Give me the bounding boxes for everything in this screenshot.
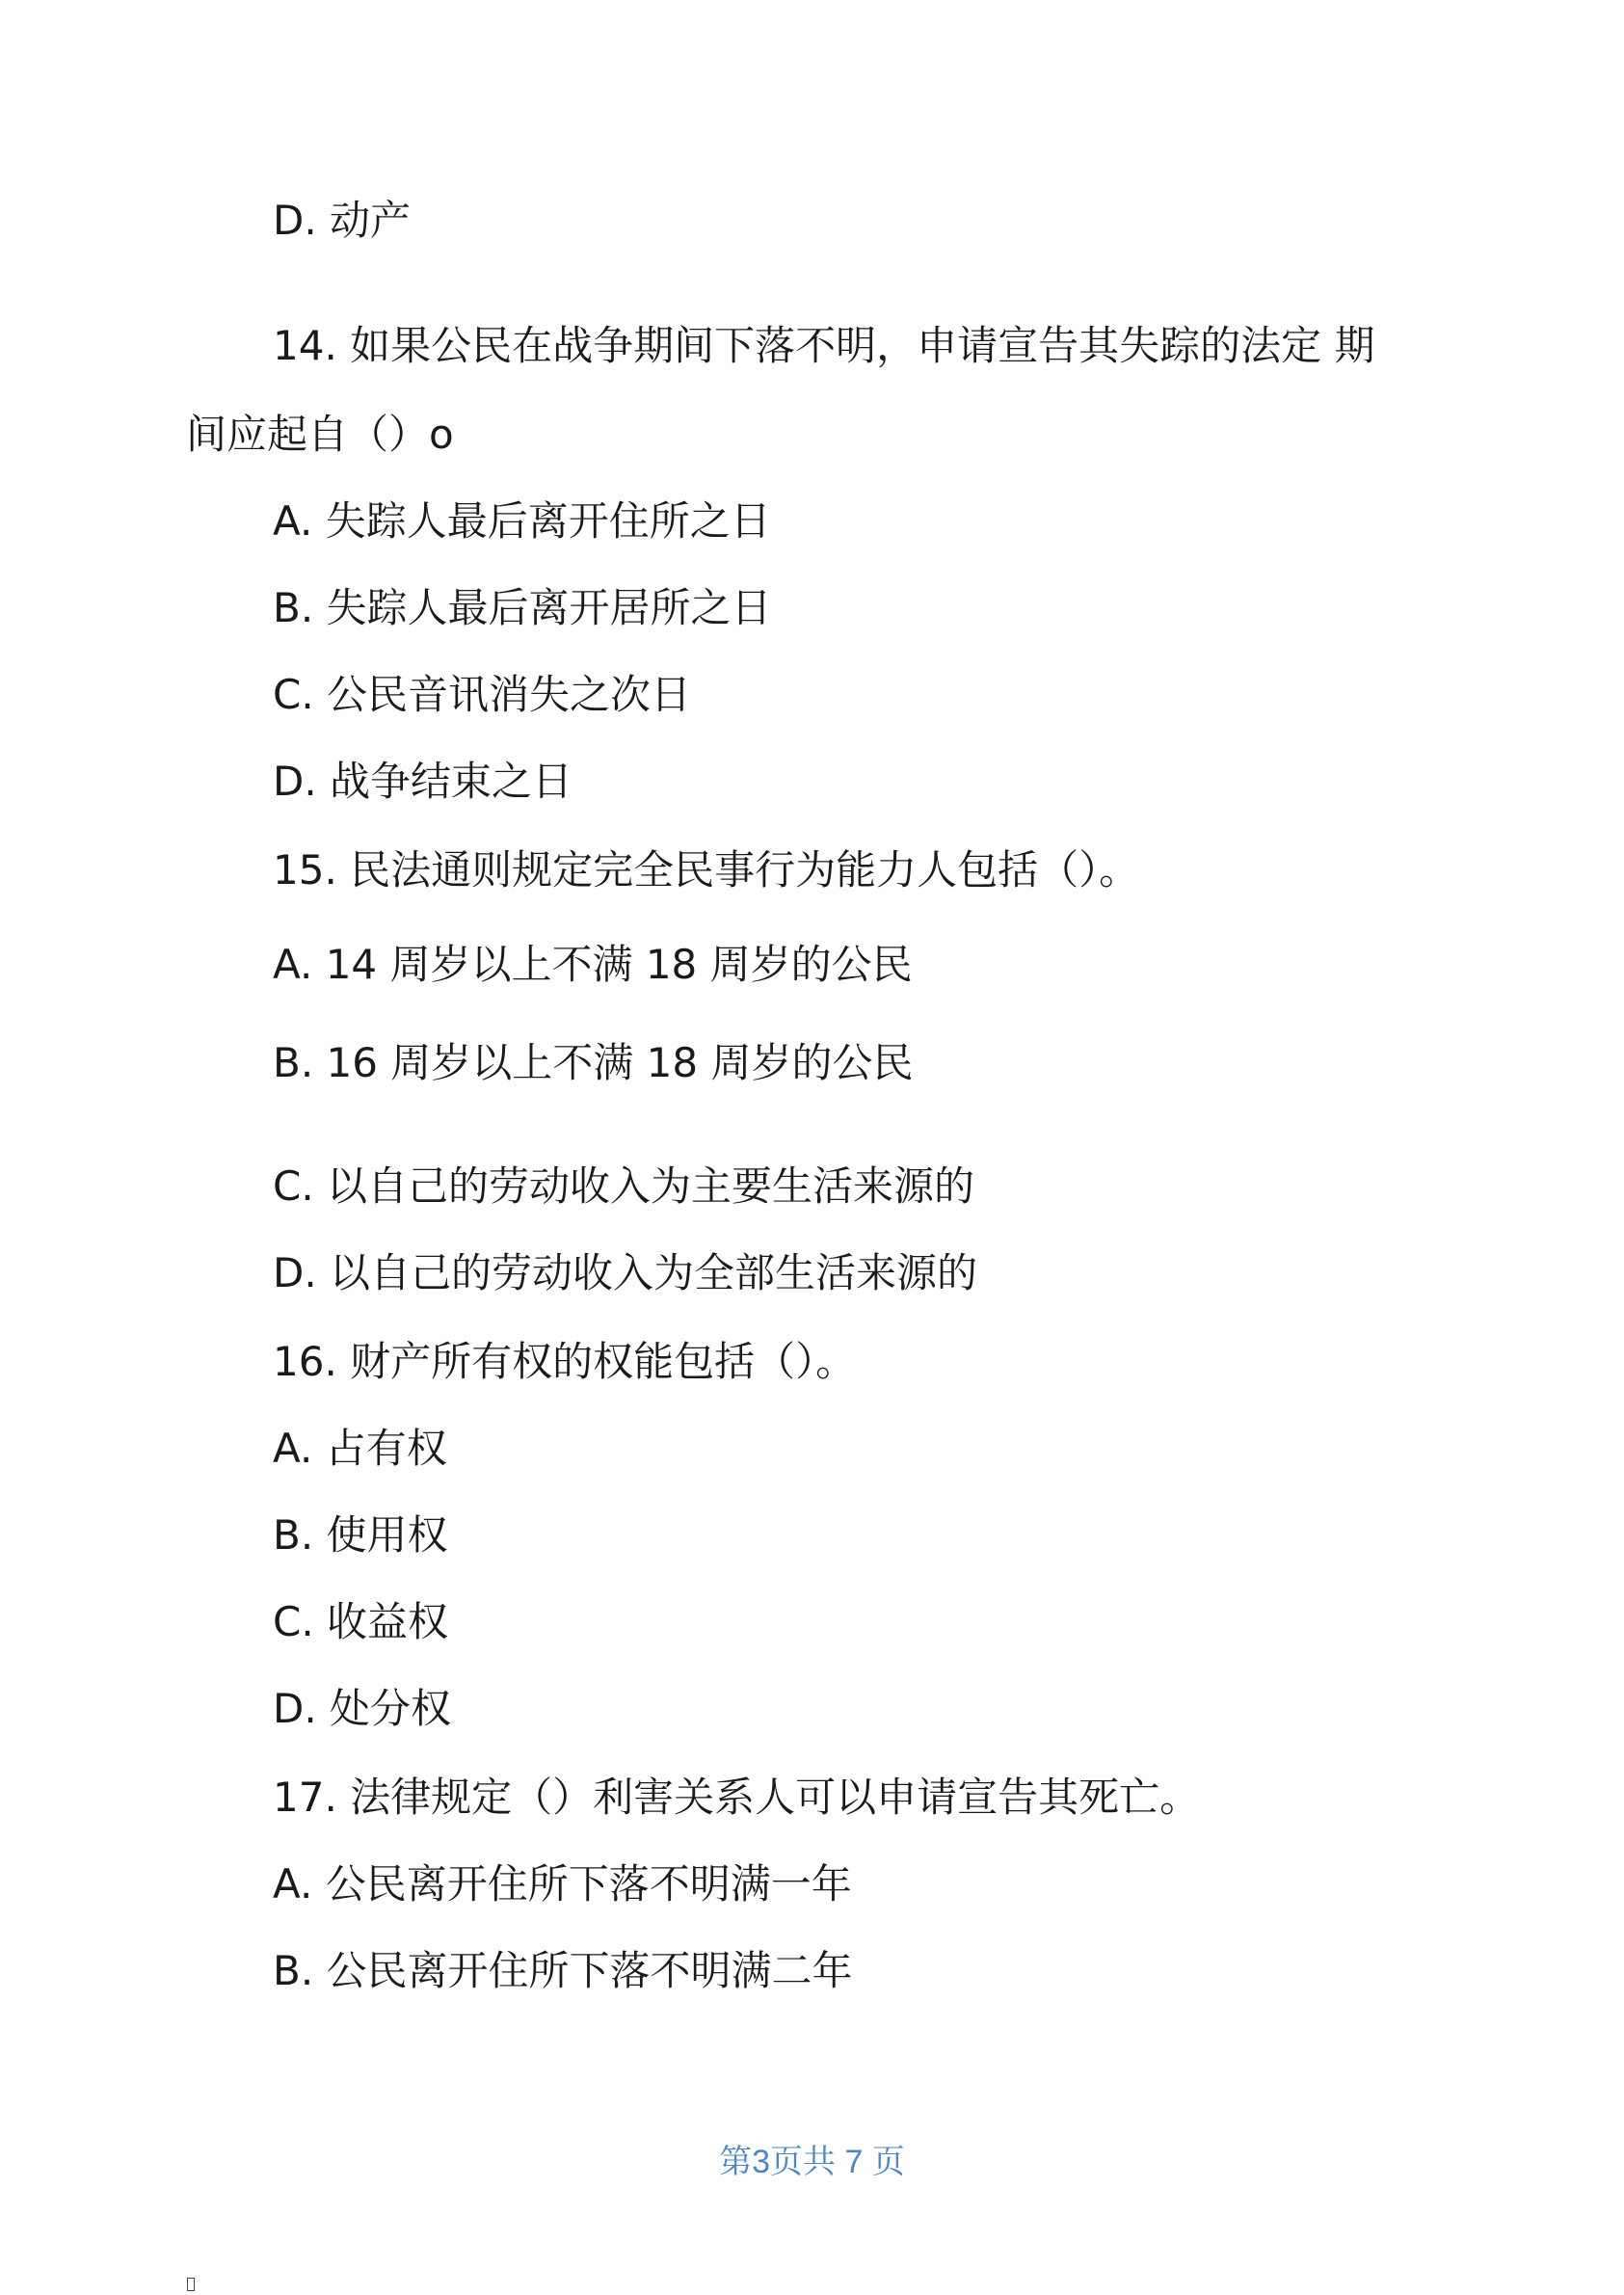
q15-option-c: C. 以自己的劳动收入为主要生活来源的	[273, 1162, 975, 1210]
q16-option-c: C. 收益权	[273, 1598, 449, 1645]
q14-option-c: C. 公民音讯消失之次日	[273, 671, 692, 718]
q17-option-b: B. 公民离开住所下落不明满二年	[273, 1947, 853, 1994]
page-number-footer: 第3页共 7 页	[719, 2144, 905, 2180]
q17-option-a: A. 公民离开住所下落不明满一年	[273, 1860, 852, 1908]
q16-option-b: B. 使用权	[273, 1511, 448, 1559]
q13-option-d: D. 动产	[273, 197, 412, 244]
q15-option-a: A. 14 周岁以上不满 18 周岁的公民	[273, 941, 913, 988]
q14-option-d: D. 战争结束之日	[273, 758, 573, 805]
question-14-continued: 间应起自（）o	[186, 411, 454, 458]
question-15: 15. 民法通则规定完全民事行为能力人包括（）。	[273, 846, 1140, 894]
q15-option-d: D. 以自己的劳动收入为全部生活来源的	[273, 1249, 978, 1296]
question-14: 14. 如果公民在战争期间下落不明，申请宣告其失踪的法定 期	[273, 322, 1375, 369]
question-17: 17. 法律规定（）利害关系人可以申请宣告其死亡。	[273, 1774, 1201, 1821]
q15-option-b: B. 16 周岁以上不满 18 周岁的公民	[273, 1039, 914, 1086]
corner-mark	[187, 2278, 195, 2291]
question-16: 16. 财产所有权的权能包括（）。	[273, 1338, 857, 1385]
q16-option-d: D. 处分权	[273, 1685, 452, 1732]
q16-option-a: A. 占有权	[273, 1425, 447, 1472]
q14-option-b: B. 失踪人最后离开居所之日	[273, 584, 772, 631]
q14-option-a: A. 失踪人最后离开住所之日	[273, 497, 771, 545]
